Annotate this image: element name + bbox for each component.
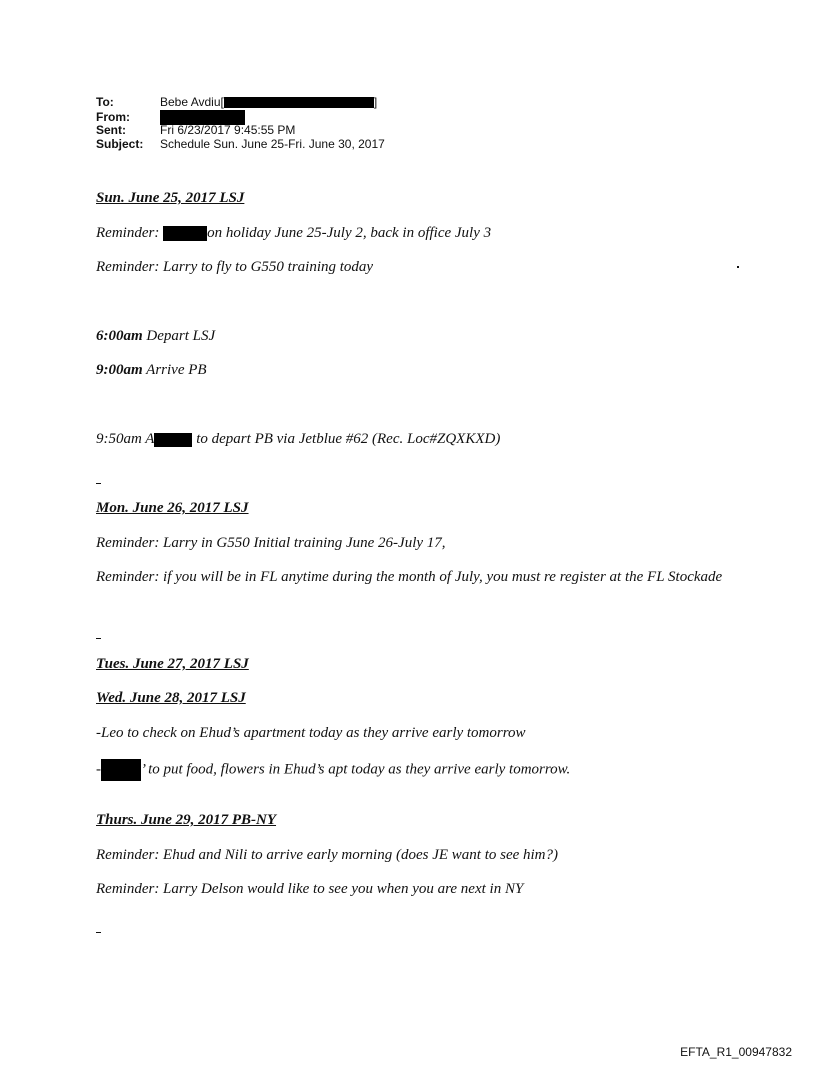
redaction-bar <box>101 759 141 781</box>
stray-mark <box>737 266 739 268</box>
sun-item-2-time: 9:00am <box>96 362 143 378</box>
document-id: EFTA_R1_00947832 <box>680 1045 792 1059</box>
sun-reminder-1 <box>96 225 491 242</box>
to-value: Bebe Avdiu[ <box>160 95 224 109</box>
sent-row <box>96 124 295 137</box>
sun-item-1-text: Depart LSJ <box>142 328 216 344</box>
wed-item-1: -Leo to check on Ehud’s apartment today as they arrive early tomorrow <box>96 725 526 741</box>
mon-reminder-1: Reminder: Larry in G550 Initial training June 26-July 17, <box>96 535 446 551</box>
redaction-bar <box>224 97 374 108</box>
to-suffix: ] <box>373 95 378 109</box>
day-heading-sun: Sun. June 25, 2017 LSJ <box>96 190 245 206</box>
subject-value: Schedule Sun. June 25-Fri. June 30, 2017 <box>160 137 385 151</box>
day-heading-mon: Mon. June 26, 2017 LSJ <box>96 500 249 516</box>
dash-separator <box>96 638 101 639</box>
sun-item-1 <box>96 328 215 345</box>
thu-reminder-2: Reminder: Larry Delson would like to see you when you are next in NY <box>96 881 524 897</box>
day-heading-thu: Thurs. June 29, 2017 PB-NY <box>96 812 277 828</box>
redaction-bar <box>154 433 192 447</box>
sun-reminder-2: Reminder: Larry to fly to G550 training today <box>96 259 374 275</box>
dash-separator <box>96 932 101 933</box>
sent-label: Sent: <box>96 123 126 137</box>
to-row <box>96 96 377 109</box>
sun-item-3 <box>96 431 500 448</box>
wed-item-2 <box>96 759 570 781</box>
to-label: To: <box>96 95 114 109</box>
thu-reminder-1: Reminder: Ehud and Nili to arrive early morning (does JE want to see him?) <box>96 847 559 863</box>
day-heading-wed: Wed. June 28, 2017 LSJ <box>96 690 246 706</box>
sent-value: Fri 6/23/2017 9:45:55 PM <box>160 123 296 137</box>
sun-reminder-1-pre: Reminder: <box>96 225 164 241</box>
wed-item-2-pre: - <box>96 761 101 778</box>
subject-label: Subject: <box>96 137 144 151</box>
redaction-bar <box>163 226 207 241</box>
wed-item-2-post: ’ to put food, flowers in Ehud’s apt today as they arrive early tomorrow. <box>141 761 571 778</box>
sun-reminder-1-post: on holiday June 25-July 2, back in office July 3 <box>207 225 492 241</box>
sun-item-3-post: to depart PB via Jetblue #62 (Rec. Loc#ZQXKXD) <box>192 431 501 447</box>
sun-item-3-pre: 9:50am A <box>96 431 155 447</box>
dash-separator <box>96 483 101 484</box>
sun-item-2 <box>96 362 207 379</box>
subject-row <box>96 138 385 151</box>
sun-item-2-text: Arrive PB <box>142 362 207 378</box>
sun-item-1-time: 6:00am <box>96 328 143 344</box>
from-label: From: <box>96 109 130 124</box>
day-heading-tue: Tues. June 27, 2017 LSJ <box>96 656 249 672</box>
mon-reminder-2: Reminder: if you will be in FL anytime during the month of July, you must re register at the FL Stockade <box>96 569 723 585</box>
